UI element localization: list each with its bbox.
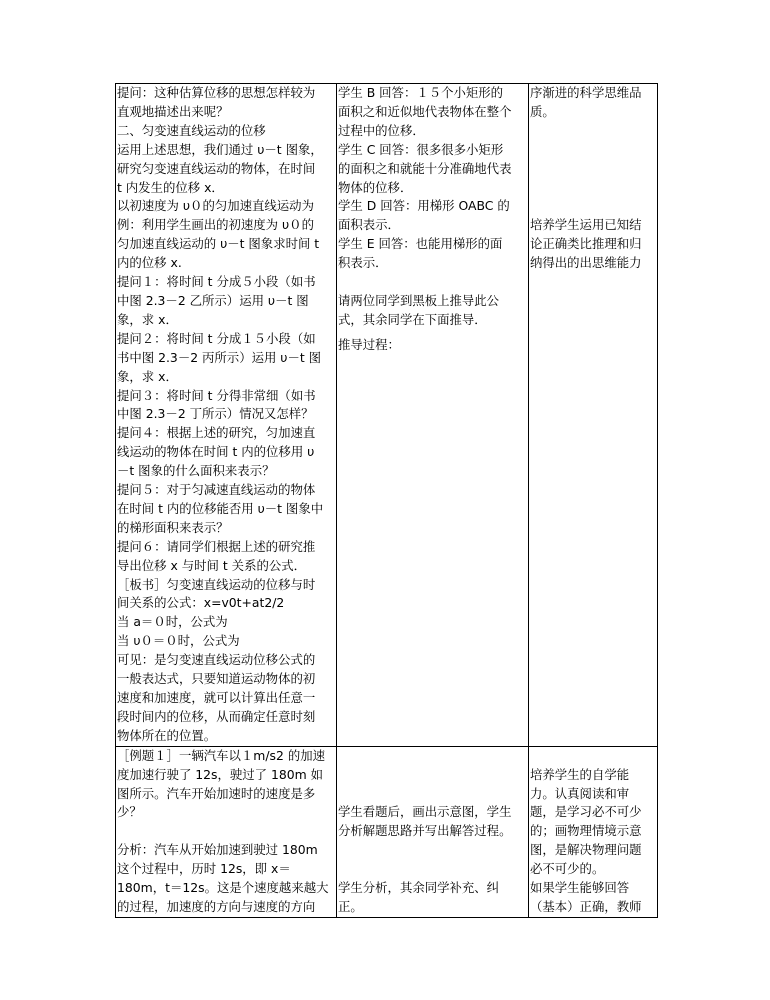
text-line: 题，是学习必不可少: [530, 804, 642, 820]
text-line: 中图 2.3－2 丁所示）情况又怎样？: [117, 406, 314, 422]
text-line: 线运动的物体在时间 t 内的位移用 υ: [117, 444, 315, 460]
text-line: 学生 D 回答：用梯形 OABC 的: [338, 198, 510, 214]
text-line: 提问６：请同学们根据上述的研究推: [117, 538, 316, 554]
text-line: 论正确类比推理和归: [530, 236, 642, 252]
text-line: 可见：是匀变速直线运动位移公式的: [117, 652, 316, 668]
text-line: 度加速行驶了 12s，驶过了 180m 如: [117, 766, 324, 782]
text-line: 如果学生能够回答: [530, 880, 630, 896]
text-line: 图，是解决物理问题: [530, 842, 642, 858]
text-line: 提问２：将时间 t 分成１５小段（如: [117, 330, 316, 346]
text-line: 运用上述思想，我们通过 υ－t 图象，: [117, 141, 323, 157]
design-intent-cell: [529, 84, 658, 747]
text-line: 物体的位移．: [338, 179, 413, 195]
text-line: （基本）正确，教师: [530, 898, 642, 914]
text-line: 面积表示．: [338, 217, 400, 233]
text-line: t 内发生的位移 x．: [117, 179, 224, 195]
text-line: 力。认真阅读和审: [530, 785, 630, 801]
text-line: 例：利用学生画出的初速度为 υ０的: [117, 217, 314, 233]
text-line: 面积之和近似地代表物体在整个: [338, 103, 512, 119]
text-line: 段时间内的位移，从而确定任意时刻: [117, 708, 316, 724]
text-line: 学生 C 回答：很多很多小矩形: [338, 141, 504, 157]
text-line: 学生 E 回答：也能用梯形的面: [338, 236, 503, 252]
text-line: 提问１：将时间 t 分成５小段（如书: [117, 274, 316, 290]
text-line: 式，其余同学在下面推导．: [338, 311, 487, 327]
text-line: 质。: [530, 103, 555, 119]
text-line: 一般表达式，只要知道运动物体的初: [117, 671, 316, 687]
table-row: [116, 746, 658, 917]
text-line: 匀加速直线运动的 υ－t 图象求时间 t: [117, 236, 320, 252]
text-line: 速度和加速度，就可以计算出任意一: [117, 690, 316, 705]
student-activity-cell: [337, 746, 529, 917]
text-line: 书中图 2.3－2 丙所示）运用 υ－t 图: [117, 349, 322, 365]
text-line: 当 a＝０时，公式为: [117, 614, 228, 630]
student-activity-cell: [337, 84, 529, 747]
text-line: 学生分析，其余同学补充、纠: [338, 879, 500, 895]
table-row: [116, 84, 658, 747]
text-line: 研究匀变速直线运动的物体，在时间: [117, 160, 316, 176]
text-line: 以初速度为 υ０的匀加速直线运动为: [117, 198, 314, 214]
text-line: 提问：这种估算位移的思想怎样较为: [117, 85, 316, 100]
text-line: 学生 B 回答：１５个小矩形的: [338, 85, 504, 100]
text-line: ［板书］匀变速直线运动的位移与时: [117, 576, 316, 592]
text-line: 内的位移 x.: [117, 255, 182, 271]
text-line: 间关系的公式：x=v0t+at2/2: [117, 595, 285, 611]
text-line: 过程中的位移．: [338, 122, 425, 138]
text-line: ［例题１］一辆汽车以１m/s2 的加速: [117, 747, 325, 763]
text-line: 提问５：对于匀减速直线运动的物体: [117, 482, 316, 498]
text-line: 积表示．: [338, 255, 388, 271]
text-line: 少？: [117, 804, 142, 820]
text-line: 物体所在的位置。: [117, 727, 217, 743]
text-line: 分析解题思路并写出解答过程。: [338, 823, 512, 839]
text-line: 中图 2.3－2 乙所示）运用 υ－t 图: [117, 292, 309, 308]
text-line: 当 υ０＝０时，公式为: [117, 633, 240, 649]
text-line: 象，求 x．: [117, 368, 178, 384]
text-line: －t 图象的什么面积来表示？: [117, 463, 275, 479]
text-line: 导出位移 x 与时间 t 关系的公式．: [117, 557, 307, 573]
text-line: 的；画物理情境示意: [530, 823, 642, 839]
text-line: 学生看题后，画出示意图，学生: [338, 804, 512, 820]
text-line: 正。: [338, 898, 363, 914]
text-line: 在时间 t 内的位移能否用 υ－t 图象中: [117, 500, 324, 516]
text-line: 直观地描述出来呢？: [117, 103, 229, 119]
teacher-activity-cell: [116, 746, 337, 917]
text-line: 二、匀变速直线运动的位移: [117, 122, 266, 138]
text-line: 这个过程中，历时 12s，即 x＝: [117, 861, 291, 877]
text-line: 必不可少的。: [530, 861, 605, 877]
text-line: 分析：汽车从开始加速到驶过 180m: [117, 842, 318, 858]
text-line: 培养学生运用已知结: [530, 217, 642, 233]
text-line: 提问３：将时间 t 分得非常细（如书: [117, 387, 316, 403]
text-line: 培养学生的自学能: [530, 766, 630, 782]
text-line: 提问４：根据上述的研究，匀加速直: [117, 425, 316, 441]
text-line: 纳得出的出思维能力: [530, 255, 642, 271]
text-line: 象，求 x．: [117, 311, 178, 327]
teacher-activity-cell: [116, 84, 337, 747]
derivation-label: 推导过程：: [338, 336, 400, 352]
text-line: 序渐进的科学思维品: [530, 85, 642, 100]
text-line: 请两位同学到黑板上推导此公: [338, 292, 500, 308]
design-intent-cell: [529, 746, 658, 917]
text-line: 180m，t＝12s。这是个速度越来越大: [117, 880, 329, 896]
text-line: 图所示。汽车开始加速时的速度是多: [117, 785, 316, 801]
text-line: 的面积之和就能十分准确地代表: [338, 160, 512, 176]
text-line: 的过程，加速度的方向与速度的方向: [117, 898, 316, 914]
lesson-plan-table: [115, 83, 658, 918]
text-line: 的梯形面积来表示？: [117, 519, 229, 535]
